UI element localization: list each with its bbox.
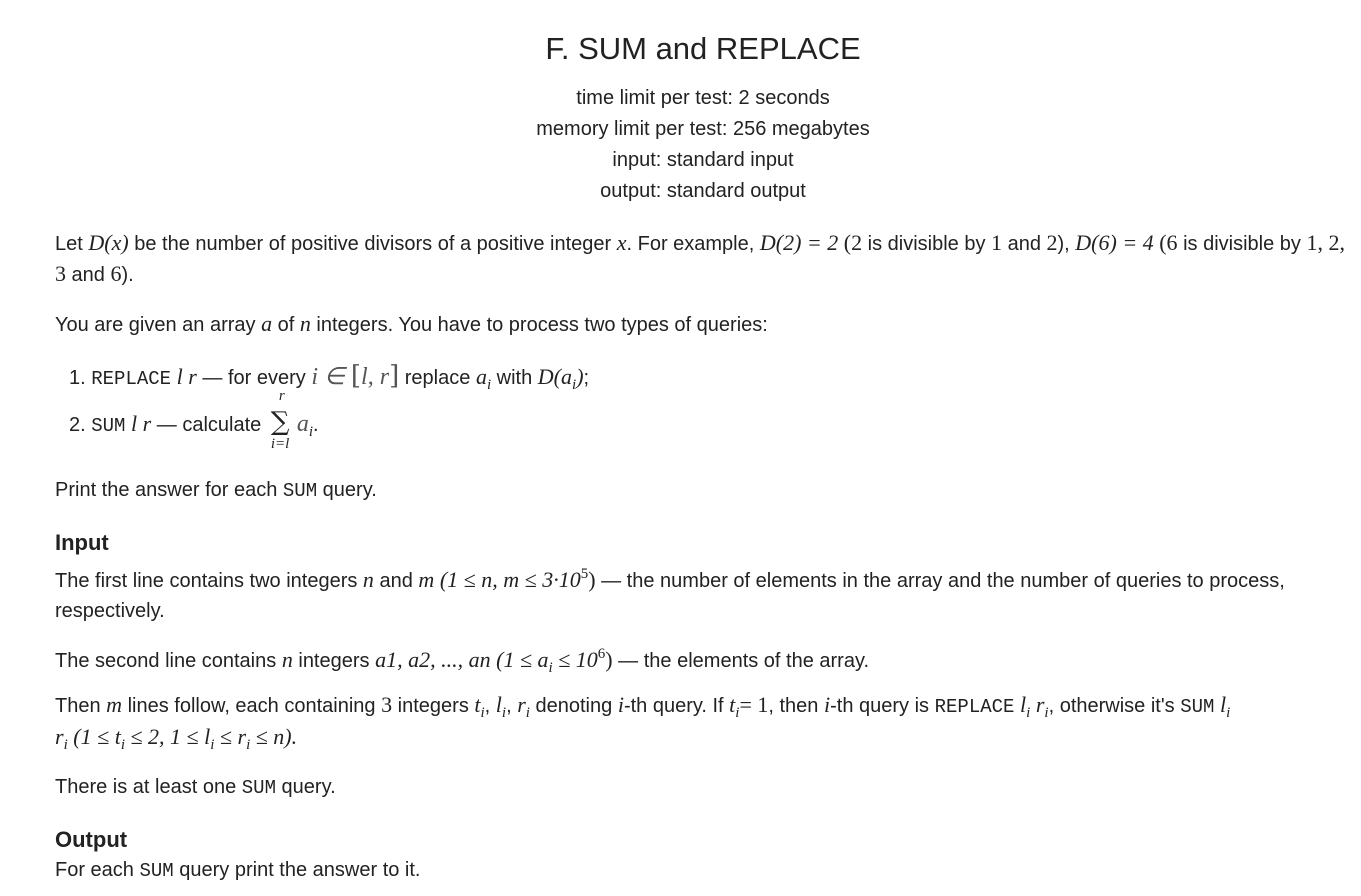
- math-sub-i: i: [120, 737, 125, 753]
- text: and: [1002, 233, 1047, 255]
- input-heading: Input: [55, 530, 109, 555]
- text: The second line contains: [55, 650, 282, 672]
- math-sub-i: i: [246, 737, 251, 753]
- math-D: D(a: [537, 364, 573, 389]
- text: integers. You have to process two types of queries:: [310, 314, 768, 336]
- query-item-replace: [69, 361, 1359, 400]
- math-i-in: i ∈: [311, 364, 351, 390]
- math-paren: ): [588, 567, 596, 592]
- code-replace: REPLACE: [934, 696, 1015, 718]
- math-sub-i: i: [548, 660, 553, 676]
- time-limit: time limit per test: 2 seconds: [576, 87, 830, 109]
- math-exp: 5: [580, 566, 589, 582]
- math-a: a: [375, 647, 387, 672]
- math-a: a: [261, 311, 273, 336]
- query-item-sum: [69, 388, 1359, 452]
- math-sub-i: i: [308, 424, 313, 440]
- input-spec: input: standard input: [612, 149, 794, 171]
- math-array: 1, a2, ..., an: [386, 647, 491, 672]
- text: The first line contains two integers: [55, 570, 363, 592]
- math-range: ≤ n).: [250, 724, 298, 749]
- text: query.: [317, 479, 377, 501]
- text: ;: [583, 367, 590, 389]
- text: , otherwise it's: [1048, 695, 1181, 717]
- text: .: [313, 414, 319, 436]
- text: ),: [1057, 233, 1076, 255]
- math-t: t: [474, 692, 481, 717]
- input-line-2: [55, 639, 1345, 683]
- sigma: ∑: [270, 407, 290, 437]
- math-paren: ): [605, 647, 613, 672]
- statement-paragraph-2: [55, 309, 1345, 340]
- input-line-4: [55, 772, 1345, 803]
- math-sub-i: i: [480, 705, 485, 721]
- math-sub-i: i: [486, 377, 492, 393]
- text: of: [272, 314, 300, 336]
- input-line-3: Then m lines follow, each containing 3 integers $t_i$, $l_i$, $r_i$ denoting i-th query. If $t_i= 1$, then i-th query is REPLACE $l_i$ $r_i$, otherwise it's SUM $l_i$: [55, 692, 1231, 721]
- math-r: r: [1035, 692, 1045, 717]
- code-sum: SUM: [91, 415, 126, 437]
- text: denoting: [529, 695, 618, 717]
- math-range: (1 ≤ n, m ≤ 3·10: [439, 567, 581, 592]
- text: replace: [399, 367, 476, 389]
- output-spec: output: standard output: [600, 180, 806, 202]
- text: integers: [392, 695, 475, 717]
- math-r: r: [517, 692, 526, 717]
- text: (: [1153, 230, 1167, 255]
- math-n: n: [281, 647, 293, 672]
- text: . For example,: [626, 233, 760, 255]
- text: query.: [276, 776, 336, 798]
- text: is divisible by: [1177, 233, 1307, 255]
- math-interval: l, r: [361, 364, 390, 390]
- text: -th query is: [830, 695, 935, 717]
- list-number: 1.: [69, 367, 92, 389]
- math-a: a: [475, 364, 487, 389]
- text: For each: [55, 859, 140, 881]
- math-sub-i: i: [1044, 705, 1049, 721]
- math-two: 2: [1046, 230, 1058, 255]
- list-number: 2.: [69, 414, 92, 436]
- math-exp: 6: [597, 646, 606, 662]
- text: — for every: [196, 367, 312, 389]
- code-sum: SUM: [282, 480, 318, 502]
- math-i: i: [617, 692, 624, 717]
- text: -th query. If: [623, 695, 730, 717]
- math-six: 6: [1166, 230, 1178, 255]
- input-line-3b: [55, 722, 1345, 760]
- text: (: [838, 230, 852, 255]
- math-x: x: [616, 230, 627, 255]
- math-D2: D(2) = 2: [759, 230, 839, 255]
- math-lr: l r: [131, 411, 152, 436]
- math-six: 6: [110, 261, 122, 286]
- statement-paragraph-3: [55, 475, 1345, 506]
- text: There is at least one: [55, 776, 242, 798]
- text: query print the answer to it.: [173, 859, 421, 881]
- statement-paragraph-1: [55, 228, 1345, 290]
- math-l: l: [1020, 692, 1027, 717]
- code-sum: SUM: [241, 777, 276, 799]
- code-sum: SUM: [139, 860, 174, 882]
- problem-title: F. SUM and REPLACE: [545, 31, 861, 66]
- math-sub-i: i: [572, 377, 577, 393]
- math-sub-i: i: [63, 737, 68, 753]
- math-two: 2: [851, 230, 863, 255]
- math-m: m: [106, 692, 123, 717]
- math-n: n: [362, 567, 374, 592]
- math-a: a: [296, 411, 309, 437]
- math-lr: l r: [176, 364, 197, 389]
- text: Then: [55, 695, 107, 717]
- math-range: (1 ≤ t: [73, 724, 121, 749]
- code-replace: REPLACE: [91, 368, 172, 390]
- math-eq: = 1: [739, 692, 769, 717]
- sum-lower: i=l: [270, 436, 290, 452]
- math-one: 1: [991, 230, 1003, 255]
- math-l: l: [495, 692, 502, 717]
- code-sum: SUM: [1180, 696, 1215, 718]
- math-paren: ): [576, 364, 584, 389]
- text: is divisible by: [862, 233, 992, 255]
- bracket-close: ]: [389, 361, 400, 391]
- math-Dx: D(x): [88, 230, 129, 255]
- math-sub-i: i: [525, 705, 530, 721]
- math-range: ≤ 10: [552, 647, 598, 672]
- text: ).: [121, 264, 134, 286]
- memory-limit: memory limit per test: 256 megabytes: [536, 118, 870, 140]
- math-r: r: [55, 724, 64, 749]
- text: Print the answer for each: [55, 479, 283, 501]
- math-m: m: [418, 567, 435, 592]
- sum-upper: r: [278, 388, 285, 404]
- math-sub-i: i: [501, 705, 507, 721]
- math-i: i: [824, 692, 831, 717]
- math-sub-i: i: [735, 705, 740, 721]
- text: , then: [768, 695, 824, 717]
- text: be the number of positive divisors of a positive integer: [128, 233, 617, 255]
- text: — the elements of the array.: [612, 650, 870, 672]
- math-t: t: [729, 692, 736, 717]
- input-line-1: [55, 559, 1345, 626]
- output-heading: Output: [55, 827, 128, 852]
- text: lines follow, each containing: [122, 695, 382, 717]
- output-line-1: [55, 855, 1345, 886]
- bracket-open: [: [350, 361, 362, 391]
- math-sub-i: i: [210, 737, 215, 753]
- math-l: l: [1220, 692, 1227, 717]
- math-D6: D(6) = 4: [1075, 230, 1154, 255]
- math-range: ≤ r: [214, 724, 247, 749]
- math-three: 3: [381, 692, 393, 717]
- text: You are given an array: [55, 314, 262, 336]
- text: — the number of elements in the array and the number of queries to process, respectively.: [55, 570, 1285, 622]
- math-sub-i: i: [1026, 705, 1031, 721]
- math-range: (1 ≤ a: [496, 647, 549, 672]
- text: Let: [55, 233, 89, 255]
- text: with: [491, 367, 538, 389]
- text: integers: [292, 650, 376, 672]
- math-list: 1, 2, 3: [55, 230, 1345, 286]
- text: and: [373, 570, 419, 592]
- sum-symbol: [267, 388, 297, 452]
- text: — calculate: [151, 414, 267, 436]
- math-sub-i: i: [1226, 705, 1231, 721]
- text: and: [66, 264, 111, 286]
- math-range: ≤ 2, 1 ≤ l: [124, 724, 211, 749]
- math-n: n: [299, 311, 311, 336]
